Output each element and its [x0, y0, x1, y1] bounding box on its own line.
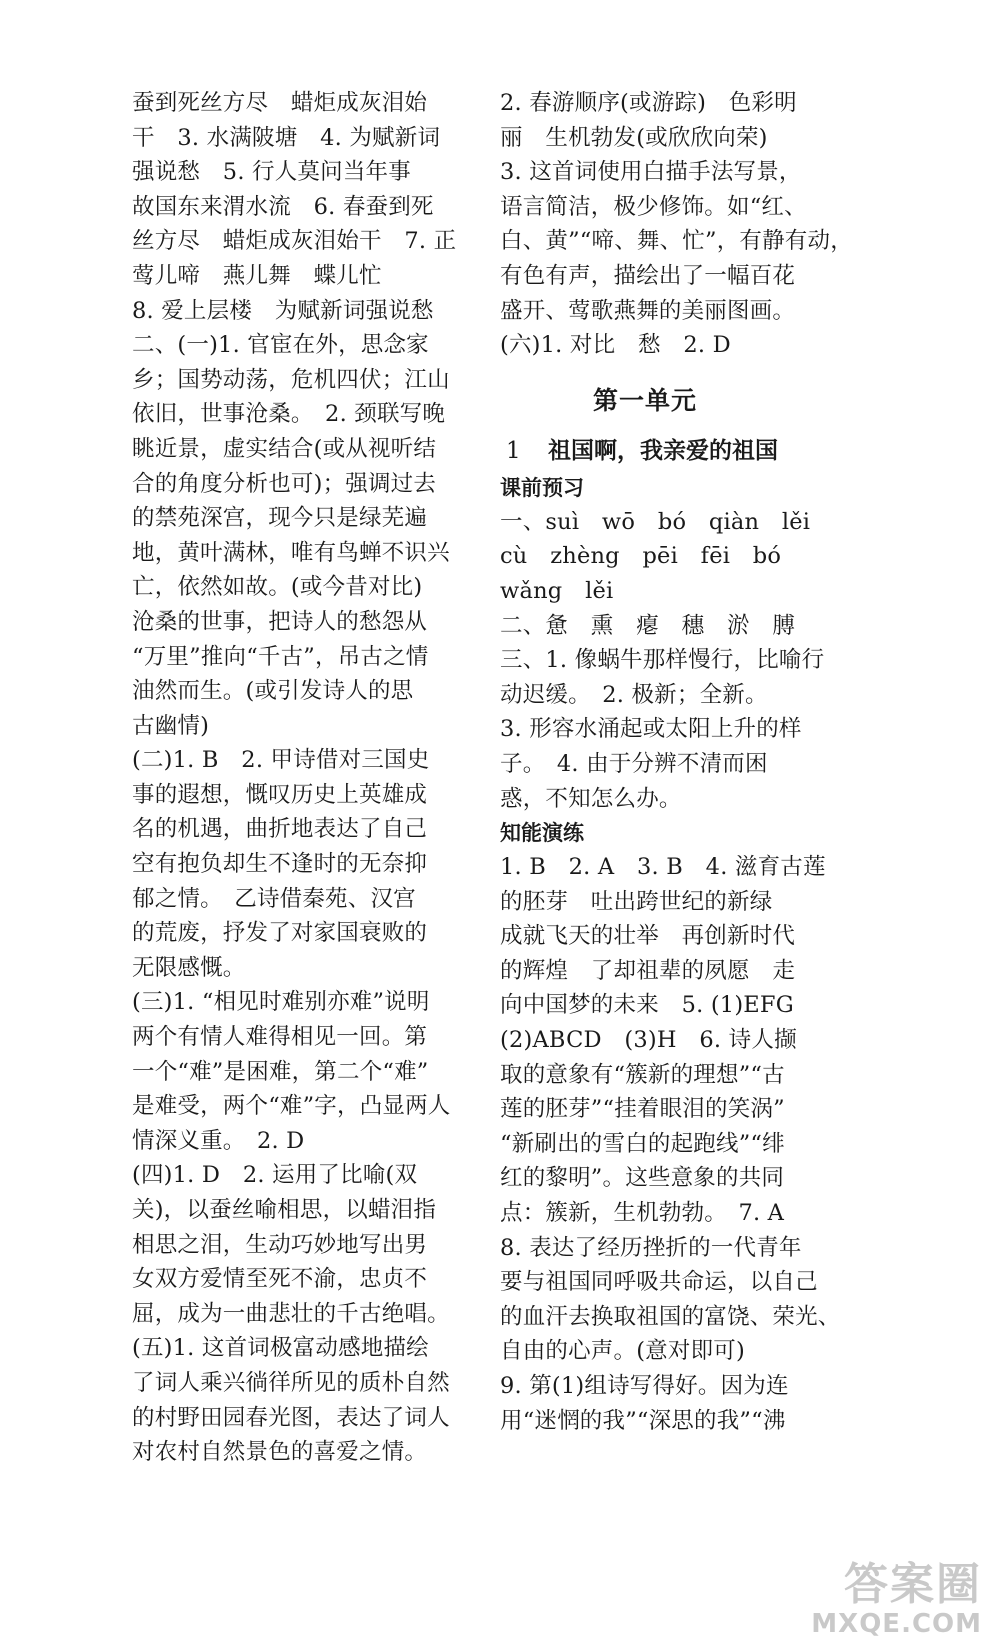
- right-top-answers: [500, 86, 853, 363]
- text-line: 沧桑的世事，把诗人的愁怨从: [132, 608, 428, 635]
- text-line: (六)1. 对比 愁 2. D: [500, 332, 731, 359]
- text-line: 女双方爱情至死不渝，忠贞不: [132, 1266, 428, 1293]
- text-line: 地，黄叶满林，唯有鸟蝉不识兴: [132, 539, 450, 566]
- unit-title: 第一单元: [592, 385, 697, 415]
- text-line: 空有抱负却生不逢时的无奈抑: [132, 851, 428, 878]
- text-line: 关)，以蚕丝喻相思，以蜡泪指: [132, 1197, 437, 1223]
- text-line: 乡；国势动荡，危机四伏；江山: [132, 366, 450, 393]
- text-line: (三)1. “相见时难别亦难”说明: [132, 989, 430, 1016]
- text-line: 二、惫 熏 瘪 穗 淤 膊: [500, 612, 796, 639]
- text-line: 强说愁 5. 行人莫问当年事: [132, 159, 411, 186]
- text-line: 情深义重。 2. D: [132, 1127, 305, 1154]
- lesson-title: [500, 433, 842, 469]
- text-line: 无限感慨。: [132, 954, 246, 981]
- text-line: 眺近景，虚实结合(或从视听结: [132, 435, 437, 462]
- watermark-logo: [782, 1561, 982, 1643]
- text-line: 的村野田园春光图，表达了词人: [132, 1404, 450, 1431]
- practice-answers: [500, 850, 842, 1438]
- text-line: 干 3. 水满陂塘 4. 为赋新词: [132, 124, 441, 151]
- text-line: 郁之情。 乙诗借秦苑、汉宫: [132, 885, 416, 912]
- text-line: 子。 4. 由于分辨不清而困: [500, 750, 768, 777]
- text-line: 莲的胚芽”“挂着眼泪的笑涡”: [500, 1096, 785, 1123]
- text-line: 蚕到死丝方尽 蜡炬成灰泪始: [132, 90, 428, 116]
- text-line: 是难受，两个“难”字，凸显两人: [132, 1093, 451, 1120]
- text-line: 红的黎明”。这些意象的共同: [500, 1165, 785, 1192]
- text-line: 古幽情): [132, 712, 210, 739]
- text-line: 8. 爱上层楼 为赋新词强说愁: [132, 297, 434, 324]
- text-line: “新刷出的雪白的起跑线”“绯: [500, 1130, 785, 1157]
- text-line: 要与祖国同呼吸共命运，以自己: [500, 1269, 818, 1296]
- text-line: 油然而生。(或引发诗人的思: [132, 678, 414, 705]
- text-line: 盛开、莺歌燕舞的美丽图画。: [500, 297, 796, 324]
- text-line: “万里”推向“千古”，吊古之情: [132, 643, 429, 670]
- text-line: 事的遐想，慨叹历史上英雄成: [132, 781, 428, 808]
- text-line: 3. 这首词使用白描手法写景，: [500, 159, 802, 186]
- text-line: (2)ABCD (3)H 6. 诗人撷: [500, 1027, 797, 1054]
- text-line: 白、黄”“啼、舞、忙”，有静有动，: [500, 228, 853, 255]
- right-column: [500, 86, 853, 1438]
- text-line: 语言简洁，极少修饰。如“红、: [500, 193, 807, 220]
- text-line: 一、suì wō bó qiàn lěi: [500, 508, 811, 535]
- text-line: 屈，成为一曲悲壮的千古绝唱。: [132, 1300, 450, 1327]
- text-line: 二、(一)1. 官宦在外，思念家: [132, 332, 429, 359]
- lesson-number: 1: [506, 437, 521, 464]
- text-line: 了词人乘兴徜徉所见的质朴自然: [132, 1369, 450, 1396]
- lesson-title-text: 祖国啊，我亲爱的祖国: [548, 436, 778, 464]
- text-line: 的血汗去换取祖国的富饶、荣光、: [500, 1303, 841, 1330]
- text-line: 一个“难”是困难，第二个“难”: [132, 1058, 429, 1085]
- text-line: 三、1. 像蜗牛那样慢行，比喻行: [500, 647, 825, 674]
- text-line: 9. 第(1)组诗写得好。因为连: [500, 1373, 789, 1399]
- left-column: [132, 86, 472, 1470]
- text-line: 相思之泪，生动巧妙地写出男: [132, 1231, 428, 1258]
- text-line: (四)1. D 2. 运用了比喻(双: [132, 1162, 418, 1189]
- text-line: 2. 春游顺序(或游踪) 色彩明: [500, 90, 797, 116]
- text-line: (五)1. 这首词极富动感地描绘: [132, 1335, 429, 1362]
- watermark-logo-text: 答案圈: [844, 1559, 982, 1610]
- text-line: 1. B 2. A 3. B 4. 滋育古莲: [500, 854, 826, 881]
- text-line: 两个有情人难得相见一回。第: [132, 1024, 428, 1051]
- preview-answers: [500, 505, 842, 816]
- text-line: 点：簇新，生机勃勃。 7. A: [500, 1200, 785, 1227]
- text-line: 亡，依然如故。(或今昔对比): [132, 574, 423, 601]
- section-heading-practice: 知能演练: [500, 820, 584, 846]
- text-line: 的荒废，抒发了对家国衰败的: [132, 920, 428, 947]
- text-line: 对农村自然景色的喜爱之情。: [132, 1439, 428, 1466]
- text-line: 取的意象有“簇新的理想”“古: [500, 1061, 785, 1088]
- text-line: 名的机遇，曲折地表达了自己: [132, 816, 428, 843]
- text-line: 8. 表达了经历挫折的一代青年: [500, 1234, 802, 1261]
- text-line: 的胚芽 吐出跨世纪的新绿: [500, 888, 773, 915]
- text-line: 有色有声，描绘出了一幅百花: [500, 262, 796, 289]
- text-line: 丽 生机勃发(或欣欣向荣): [500, 124, 768, 151]
- text-line: 向中国梦的未来 5. (1)EFG: [500, 992, 794, 1019]
- watermark-url: MXQE.COM: [811, 1609, 982, 1639]
- text-line: 的禁苑深宫，现今只是绿芜遍: [132, 505, 428, 532]
- text-line: 用“迷惘的我”“深思的我”“沸: [500, 1407, 786, 1434]
- text-line: 莺儿啼 燕儿舞 蝶儿忙: [132, 262, 382, 289]
- section-heading-preview: 课前预习: [500, 474, 584, 500]
- text-line: 3. 形容水涌起或太阳上升的样: [500, 716, 802, 743]
- text-line: wǎng lěi: [500, 577, 614, 604]
- text-line: 惑，不知怎么办。: [500, 785, 682, 812]
- text-line: 的辉煌 了却祖辈的夙愿 走: [500, 957, 796, 984]
- text-line: 自由的心声。(意对即可): [500, 1338, 745, 1365]
- text-line: cù zhèng pēi fēi bó: [500, 543, 782, 570]
- text-line: 动迟缓。 2. 极新；全新。: [500, 681, 768, 708]
- text-line: (二)1. B 2. 甲诗借对三国史: [132, 747, 430, 774]
- text-line: 故国东来渭水流 6. 春蚕到死: [132, 193, 434, 220]
- text-line: 丝方尽 蜡炬成灰泪始干 7. 正: [132, 228, 457, 255]
- text-line: 合的角度分析也可)；强调过去: [132, 470, 437, 497]
- text-line: 依旧，世事沧桑。 2. 颈联写晚: [132, 401, 446, 428]
- text-line: 成就飞天的壮举 再创新时代: [500, 923, 796, 950]
